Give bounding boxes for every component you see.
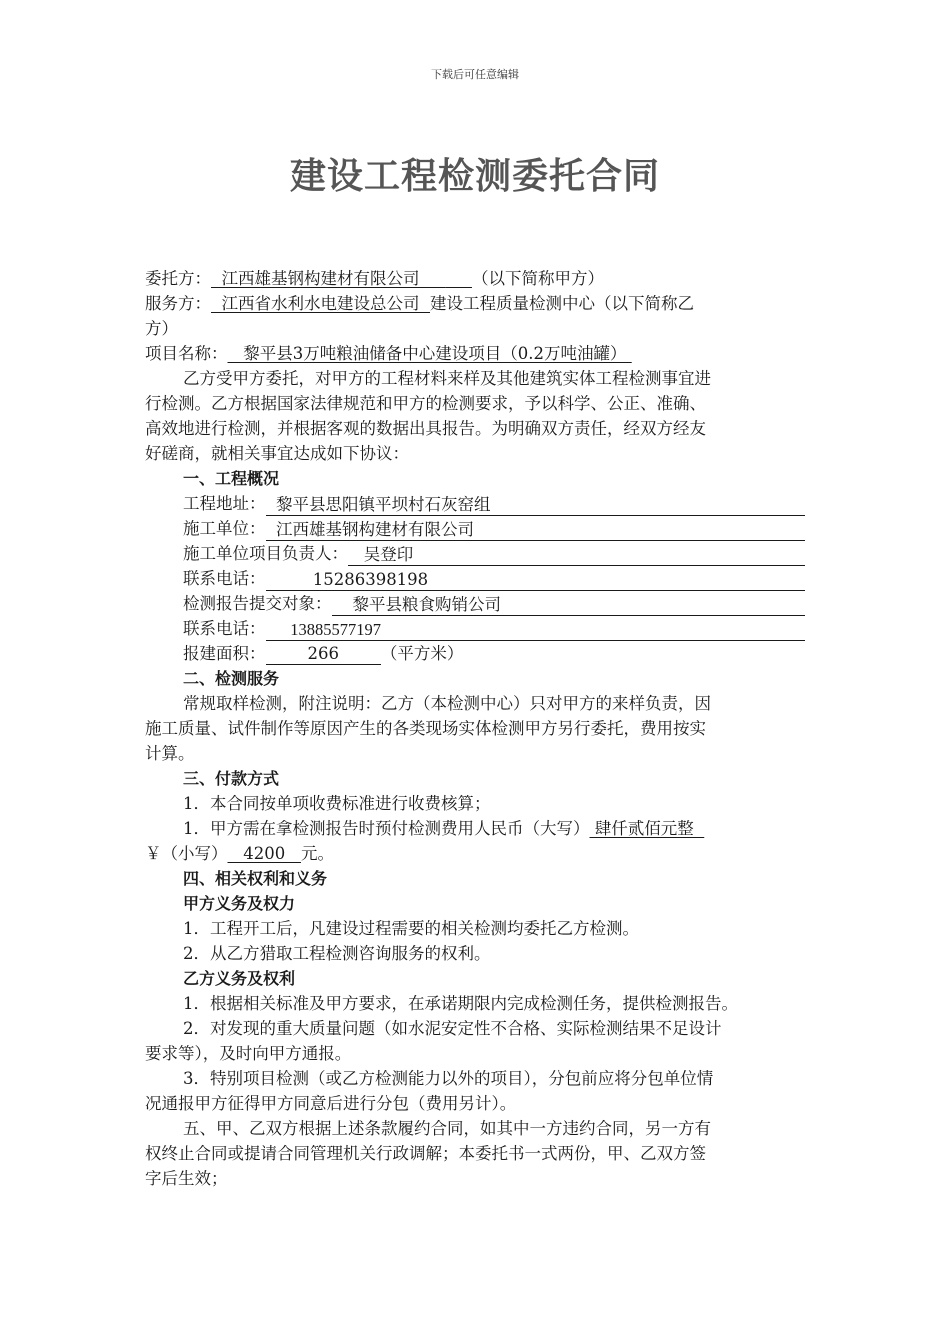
- section5-line: 权终止合同或提请合同管理机关行政调解；本委托书一式两份，甲、乙双方签: [145, 1144, 706, 1163]
- client-suffix: （以下简称甲方）: [471, 269, 604, 288]
- area-field: [145, 641, 805, 666]
- provider-suffix: 建设工程质量检测中心（以下简称乙: [429, 294, 694, 313]
- intro-line: 高效地进行检测，并根据客观的数据出具报告。为明确双方责任，经双方经友: [145, 419, 706, 438]
- amount-upper: 肆仟贰佰元整: [589, 819, 705, 838]
- area-unit: （平方米）: [380, 644, 464, 663]
- section2-line: 常规取样检测，附注说明：乙方（本检测中心）只对甲方的来样负责，因: [183, 694, 711, 713]
- manager-label: 施工单位项目负责人：: [183, 544, 348, 563]
- client-line: [145, 266, 805, 291]
- address-label: 工程地址：: [183, 494, 266, 513]
- report-to-field: [145, 591, 805, 616]
- provider-label: 服务方：: [145, 294, 211, 313]
- client-label: 委托方：: [145, 269, 211, 288]
- intro-line: 乙方受甲方委托，对甲方的工程材料来样及其他建筑实体工程检测事宜进: [183, 369, 711, 388]
- party-b-item: 3．特别项目检测（或乙方检测能力以外的项目），分包前应将分包单位情: [183, 1069, 714, 1088]
- provider-name: 江西省水利水电建设总公司: [211, 294, 430, 313]
- payment-small-line: [145, 841, 805, 866]
- party-a-item: 2．从乙方猎取工程检测咨询服务的权利。: [183, 944, 491, 963]
- section2-heading: 二、检测服务: [183, 669, 280, 688]
- party-b-item-cont: 要求等），及时向甲方通报。: [145, 1044, 352, 1063]
- phone1-field: [145, 566, 805, 591]
- section5-line: 五、甲、乙双方根据上述条款履约合同，如其中一方违约合同，另一方有: [183, 1119, 711, 1138]
- amount-lower: 4200: [227, 844, 301, 863]
- project-line: [145, 341, 805, 366]
- party-b-item: 1．根据相关标准及甲方要求，在承诺期限内完成检测任务，提供检测报告。: [183, 994, 738, 1013]
- contractor-field: [145, 516, 805, 541]
- contractor-label: 施工单位：: [183, 519, 266, 538]
- report-to-value: 黎平县粮食购销公司: [332, 593, 806, 616]
- section2-line: 计算。: [145, 744, 195, 763]
- party-a-heading: 甲方义务及权力: [183, 894, 296, 913]
- section4-heading: 四、相关权利和义务: [183, 869, 328, 888]
- project-name: 黎平县3万吨粮油储备中心建设项目（0.2万吨油罐）: [227, 344, 632, 363]
- document-title: 建设工程检测委托合同: [289, 156, 660, 197]
- party-b-heading: 乙方义务及权利: [183, 969, 296, 988]
- intro-line: 好磋商，就相关事宜达成如下协议：: [145, 444, 409, 463]
- payment-item-2: [145, 816, 805, 841]
- area-label: 报建面积：: [183, 644, 266, 663]
- address-value: 黎平县思阳镇平坝村石灰窑组: [266, 493, 806, 516]
- report-to-label: 检测报告提交对象：: [183, 594, 332, 613]
- section2-line: 施工质量、试件制作等原因产生的各类现场实体检测甲方另行委托，费用按实: [145, 719, 706, 738]
- area-value: 266: [265, 644, 381, 663]
- section3-heading: 三、付款方式: [183, 769, 280, 788]
- small-suffix: 元。: [300, 844, 334, 863]
- address-field: [145, 491, 805, 516]
- small-prefix: ￥（小写）: [145, 844, 228, 863]
- provider-suffix-cont: 方）: [145, 319, 178, 338]
- manager-value: 吴登印: [348, 543, 805, 566]
- phone1-value: 15286398198: [266, 568, 806, 591]
- phone1-label: 联系电话：: [183, 569, 266, 588]
- party-b-item: 2．对发现的重大质量问题（如水泥安定性不合格、实际检测结果不足设计: [183, 1019, 722, 1038]
- intro-line: 行检测。乙方根据国家法律规范和甲方的检测要求，予以科学、公正、准确、: [145, 394, 706, 413]
- section5-line: 字后生效；: [145, 1169, 228, 1188]
- payment-item-1: 1．本合同按单项收费标准进行收费核算；: [183, 794, 491, 813]
- phone2-value: 13885577197: [266, 618, 806, 641]
- provider-line: [145, 291, 805, 316]
- client-blank: [446, 269, 472, 288]
- phone2-label: 联系电话：: [183, 619, 266, 638]
- phone2-field: [145, 616, 805, 641]
- header-note: 下载后可任意编辑: [431, 68, 519, 81]
- party-b-item-cont: 况通报甲方征得甲方同意后进行分包（费用另计）。: [145, 1094, 517, 1113]
- manager-field: [145, 541, 805, 566]
- client-name: 江西雄基钢构建材有限公司: [211, 269, 446, 288]
- provider-line-cont: [145, 316, 805, 341]
- project-label: 项目名称：: [145, 344, 228, 363]
- contract-body: [145, 266, 805, 1191]
- contractor-value: 江西雄基钢构建材有限公司: [266, 518, 806, 541]
- payment-item-2-text: 1．甲方需在拿检测报告时预付检测费用人民币（大写）: [183, 819, 590, 838]
- section1-heading: 一、工程概况: [183, 469, 280, 488]
- party-a-item: 1．工程开工后，凡建设过程需要的相关检测均委托乙方检测。: [183, 919, 639, 938]
